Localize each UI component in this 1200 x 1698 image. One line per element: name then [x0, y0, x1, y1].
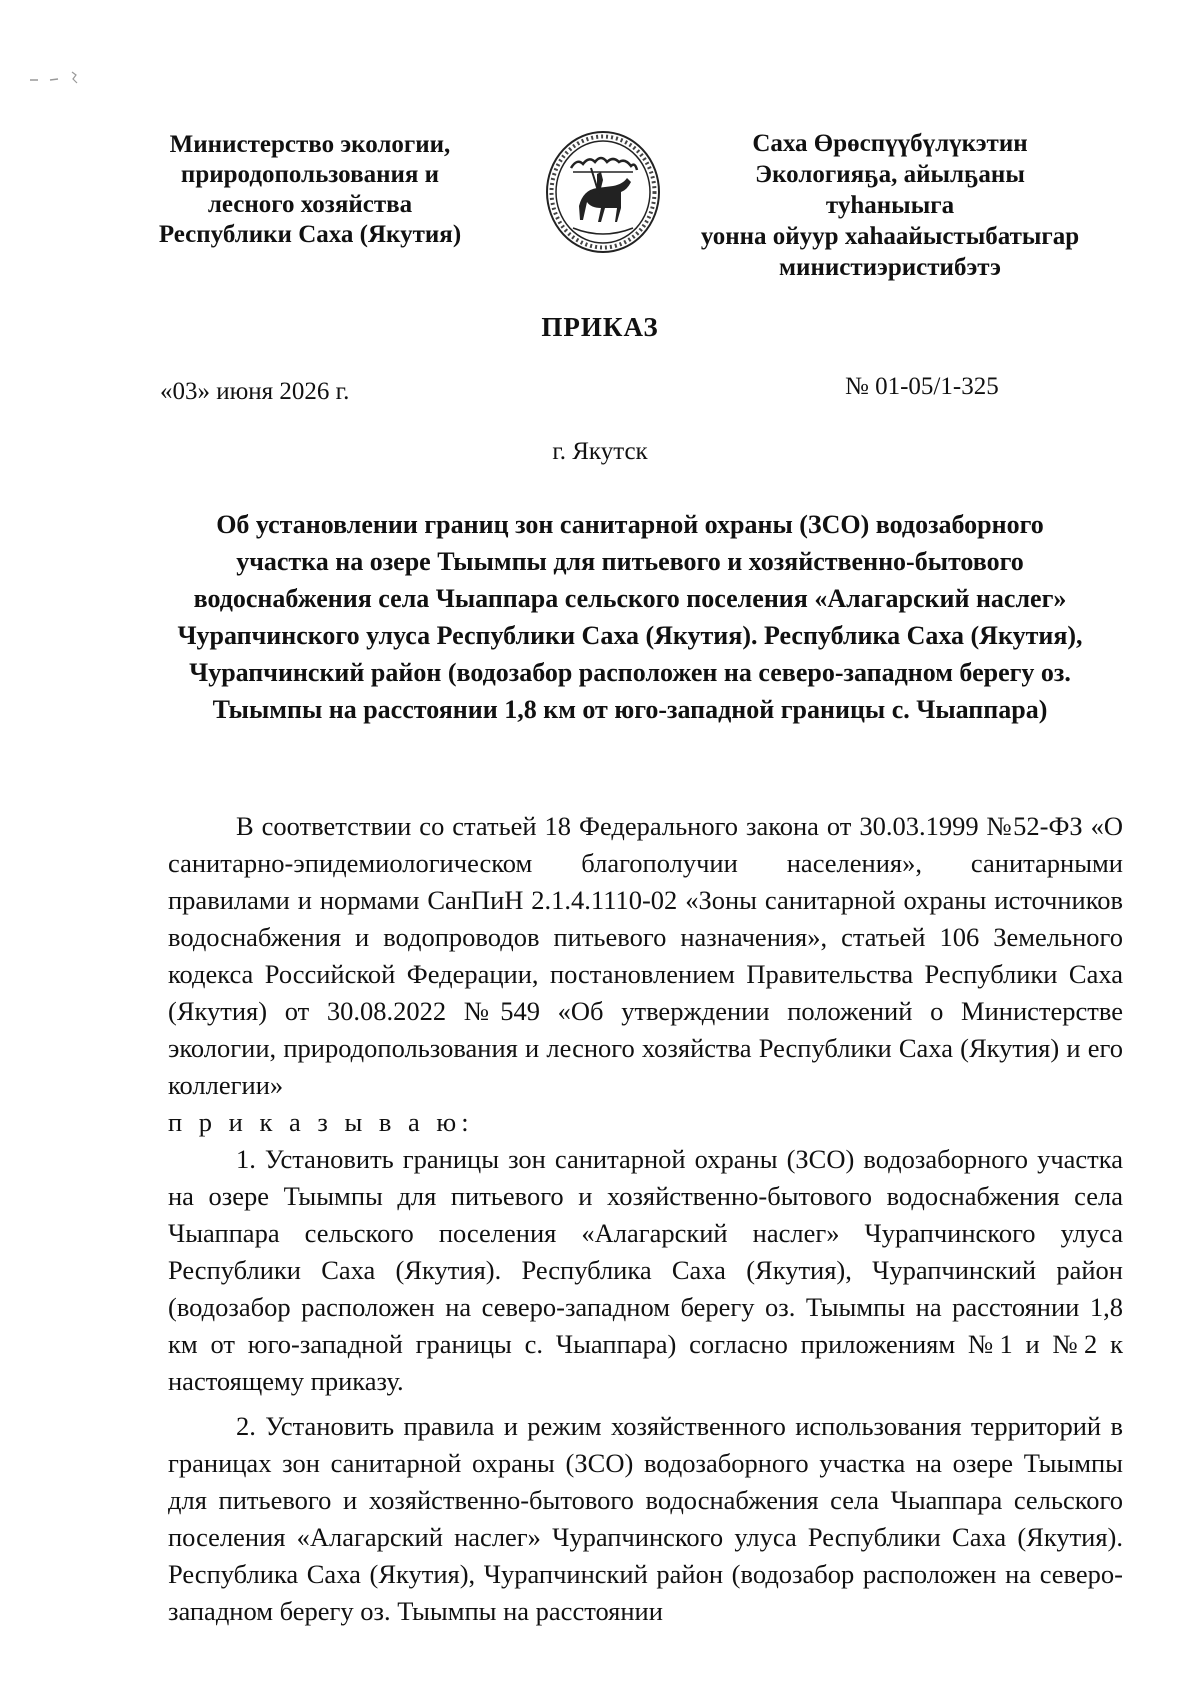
document-body — [168, 808, 1123, 1630]
order-item-1: 1. Установить границы зон санитарной охраны (ЗСО) водозаборного участка на озере Тыымпы для питьевого и хозяйственно-бытового водоснабжения села Чыаппара сельского поселения «Алагарский наслег» Чурапчинского улуса Республики Саха (Якутия). Республика Саха (Якутия), Чурапчинский район (водозабор расположен на северо-западном берегу оз. Тыымпы на расстоянии 1,8 км от юго-западной границы с. Чыаппара) согласно приложениям №1 и №2 к настоящему приказу. — [168, 1144, 1123, 1396]
ministry-name-line: Республики Саха (Якутия) — [158, 221, 462, 248]
scan-artifact — [28, 68, 88, 88]
ministry-name-line: Экологияҕа, айылҕаны туһаныыга — [755, 161, 1025, 219]
ministry-name-line: министиэристибэтэ — [779, 254, 1001, 281]
ministry-name-line: лесного хозяйства — [207, 191, 413, 218]
preamble-paragraph: В соответствии со статьей 18 Федерального закона от 30.03.1999 №52-ФЗ «О санитарно-эпидемиологическом благополучии населения», санитарными правилами и нормами СанПиН 2.1.4.1110-02 «Зоны санитарной охраны источников водоснабжения и водопроводов питьевого назначения», статьей 106 Земельного кодекса Российской Федерации, постановлением Правительства Республики Саха (Якутия) от 30.08.2022 №549 «Об утверждении положений о Министерстве экологии, природопользования и лесного хозяйства Республики Саха (Якутия) и его коллегии» — [168, 811, 1123, 1100]
order-word: п р и к а з ы в а ю: — [168, 1107, 474, 1137]
document-date: «03» июня 2026 г. — [160, 378, 350, 405]
ministry-name-russian — [140, 130, 480, 250]
ministry-name-line: Министерство экологии, — [169, 131, 451, 158]
ministry-name-line: природопользования и — [180, 161, 440, 188]
document-subject: Об установлении границ зон санитарной охраны (ЗСО) водозаборного участка на озере Тыымпы для питьевого и хозяйственно-бытового водоснабжения села Чыаппара сельского поселения «Алагарский наслег» Чурапчинского улуса Республики Саха (Якутия). Республика Саха (Якутия), Чурапчинский район (водозабор расположен на северо-западном берегу оз. Тыымпы на расстоянии 1,8 км от юго-западной границы с. Чыаппара) — [177, 510, 1083, 724]
document-title: ПРИКАЗ — [541, 312, 659, 342]
ministry-name-line: уонна ойуур хаһаайыстыбатыгар — [700, 223, 1080, 250]
document-city: г. Якутск — [552, 438, 648, 465]
ministry-name-yakut — [690, 128, 1090, 283]
ministry-name-line: Саха Өрөспүүбүлүкэтин — [752, 130, 1028, 157]
document-number: № 01-05/1-325 — [845, 373, 999, 400]
coat-of-arms-emblem — [543, 128, 663, 258]
order-item-2: 2. Установить правила и режим хозяйственного использования территорий в границах зон санитарной охраны (ЗСО) водозаборного участка на озере Тыымпы для питьевого и хозяйственно-бытового водоснабжения села Чыаппара сельского поселения «Алагарский наслег» Чурапчинского улуса Республики Саха (Якутия). Республика Саха (Якутия), Чурапчинский район (водозабор расположен на северо-западном берегу оз. Тыымпы на расстоянии — [168, 1411, 1123, 1626]
